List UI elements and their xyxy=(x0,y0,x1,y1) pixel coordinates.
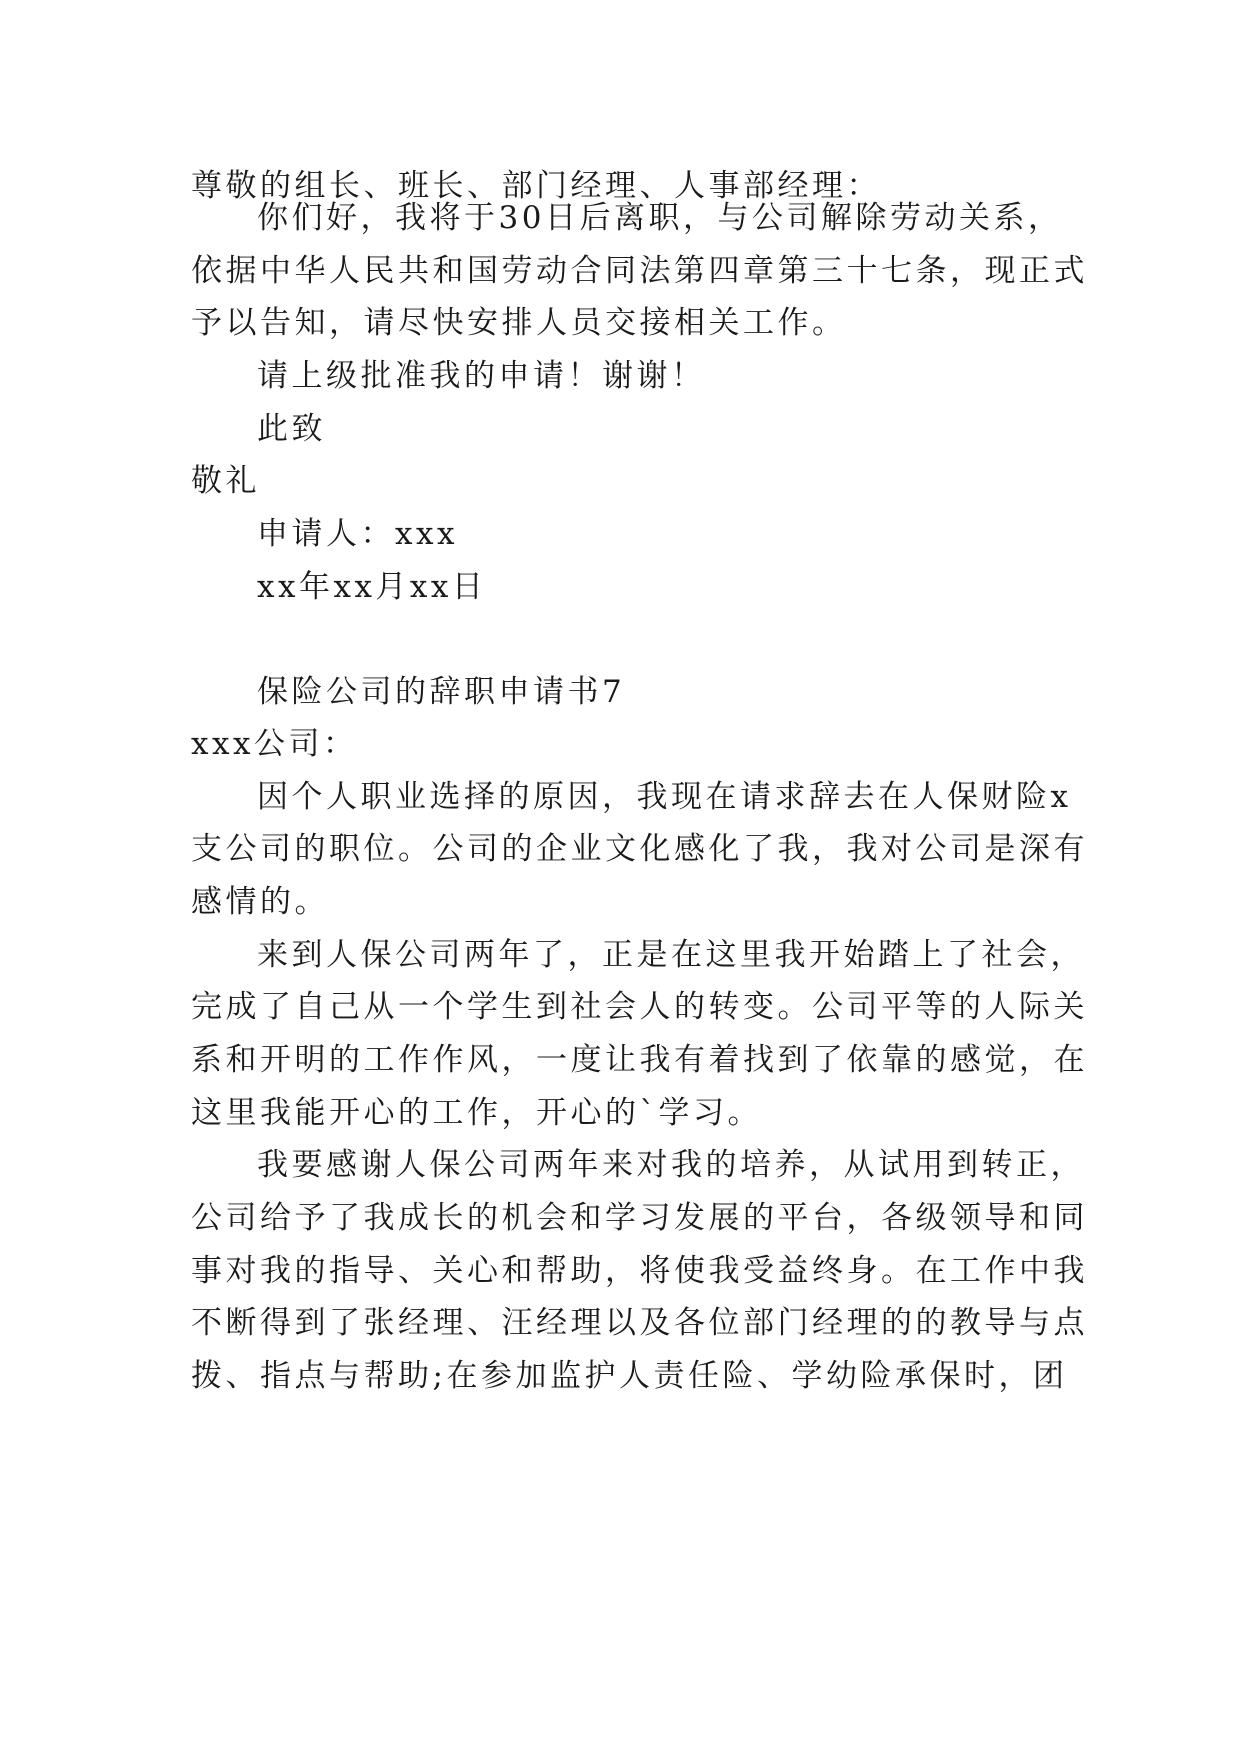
paragraph-line: 不断得到了张经理、汪经理以及各位部门经理的的教导与点 xyxy=(191,1305,1088,1341)
paragraph-line: 事对我的指导、关心和帮助，将使我受益终身。在工作中我 xyxy=(191,1253,1088,1289)
closing-regards: 敬礼 xyxy=(191,463,260,499)
paragraph-line: 来到人保公司两年了，正是在这里我开始踏上了社会， xyxy=(257,937,1085,973)
paragraph-line: 系和开明的工作作风，一度让我有着找到了依靠的感觉，在 xyxy=(191,1042,1088,1078)
paragraph-line: 予以告知，请尽快安排人员交接相关工作。 xyxy=(191,305,847,341)
paragraph-line: 这里我能开心的工作，开心的`学习。 xyxy=(191,1095,762,1131)
salutation: 尊敬的组长、班长、部门经理、人事部经理： xyxy=(191,168,881,204)
paragraph-line: 你们好，我将于30日后离职，与公司解除劳动关系， xyxy=(257,200,1063,236)
paragraph-line: 完成了自己从一个学生到社会人的转变。公司平等的人际关 xyxy=(191,989,1088,1025)
closing-line: 此致 xyxy=(257,411,326,447)
paragraph-line: 拨、指点与帮助;在参加监护人责任险、学幼险承保时，团 xyxy=(191,1358,1068,1394)
section-title: 保险公司的辞职申请书7 xyxy=(257,674,626,710)
paragraph-line: 感情的。 xyxy=(191,884,329,920)
request-line: 请上级批准我的申请！谢谢！ xyxy=(257,358,706,394)
applicant-line: 申请人：xxx xyxy=(257,516,458,552)
paragraph-line: 我要感谢人保公司两年来对我的培养，从试用到转正， xyxy=(257,1147,1085,1183)
paragraph-line: 因个人职业选择的原因，我现在请求辞去在人保财险x xyxy=(257,779,1072,815)
paragraph-line: 公司给予了我成长的机会和学习发展的平台，各级领导和同 xyxy=(191,1200,1088,1236)
date-line: xx年xx月xx日 xyxy=(257,569,487,605)
paragraph-line: 依据中华人民共和国劳动合同法第四章第三十七条，现正式 xyxy=(191,253,1088,289)
paragraph-line: 支公司的职位。公司的企业文化感化了我，我对公司是深有 xyxy=(191,831,1088,867)
recipient-line: xxx公司： xyxy=(191,726,358,762)
